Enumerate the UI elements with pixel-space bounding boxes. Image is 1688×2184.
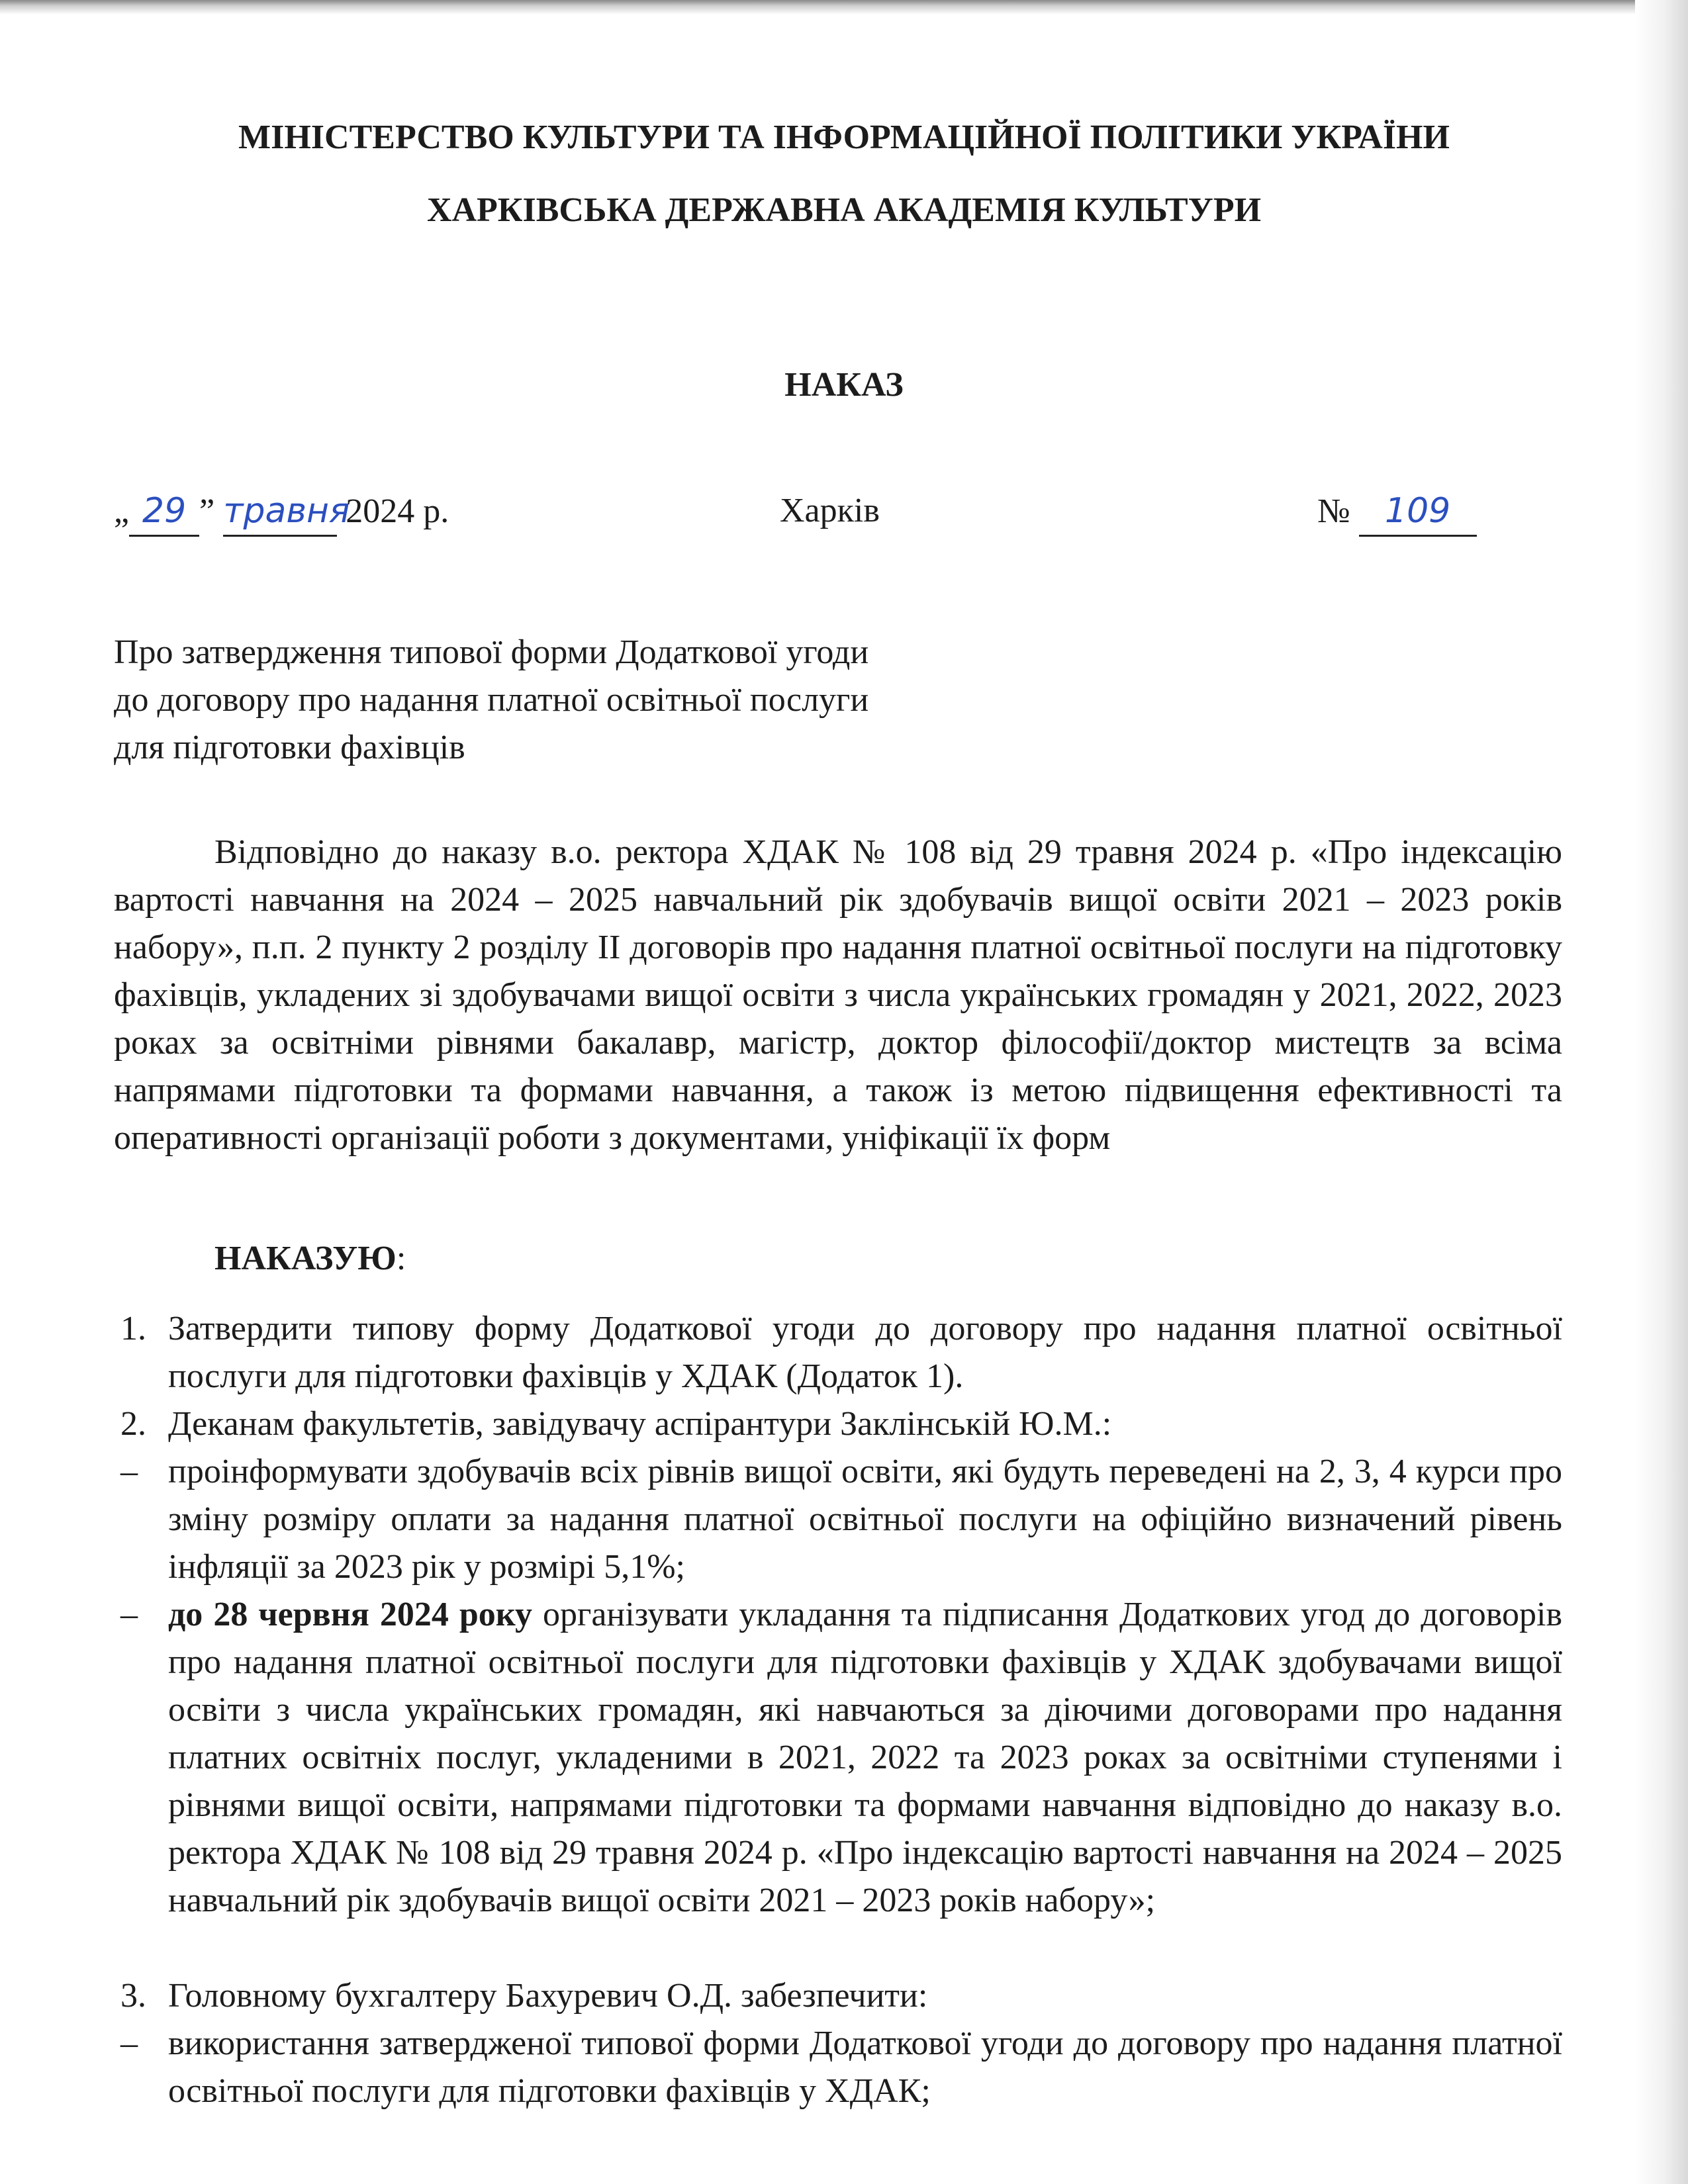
list-item: Головному бухгалтеру Бахуревич О.Д. забезпечити:	[168, 1977, 928, 2015]
scan-shadow-top	[0, 0, 1688, 15]
order-number	[1317, 487, 1477, 537]
list-item	[168, 1591, 1562, 1925]
number-value: 109	[1359, 487, 1477, 537]
date-month: травня	[223, 487, 337, 537]
ministry-heading: МІНІСТЕРСТВО КУЛЬТУРИ ТА ІНФОРМАЦІЙНОЇ ПОЛІТИКИ УКРАЇНИ	[238, 118, 1450, 156]
subject-line: до договору про надання платної освітньої послуги	[114, 681, 869, 719]
order-directive	[214, 1235, 406, 1283]
item-marker: 1.	[120, 1310, 146, 1347]
list-item: Деканам факультетів, завідувачу аспірантури Заклінській Ю.М.:	[168, 1405, 1112, 1443]
order-title: НАКАЗ	[784, 366, 904, 404]
number-label: №	[1317, 492, 1350, 530]
item-marker: 2.	[120, 1405, 146, 1443]
item-marker: –	[120, 2025, 138, 2062]
item-body: організувати укладання та підписання Додаткових угод до договорів про надання платної освітньої послуги для підготовки фахівців у ХДАК здобувачами вищої освіти з числа українських громадян, які навчаються за діючими договорами про надання платних освітніх послуг, укладеними в 2021, 2022 та 2023 роках за освітніми ступенями і рівнями вищої освіти, напрямами підготовки та формами навчання відповідно до наказу в.о. ректора ХДАК № 108 від 29 травня 2024 р. «Про індексацію вартості навчання на 2024 – 2025 навчальний рік здобувачів вищої освіти 2021 – 2023 років набору»;	[168, 1596, 1563, 1919]
order-subject	[114, 629, 868, 772]
list-item: проінформувати здобувачів всіх рівнів вищої освіти, які будуть переведені на 2, 3, 4 курси про зміну розміру оплати за надання платної освітньої послуги на офіційно визначений рівень інфляції за 2023 рік у розмірі 5,1%;	[168, 1453, 1562, 1586]
item-marker: –	[120, 1596, 138, 1633]
item-marker: 3.	[120, 1977, 146, 2015]
item-marker: –	[120, 1453, 138, 1490]
preamble-paragraph: Відповідно до наказу в.о. ректора ХДАК № 108 від 29 травня 2024 р. «Про індексацію вартості навчання на 2024 – 2025 навчальний рік здобувачів вищої освіти 2021 – 2023 років набору», п.п. 2 пункту 2 розділу ІІ договорів про надання платної освітньої послуги на підготовку фахівців, укладених зі здобувачами вищої освіти з числа українських громадян у 2021, 2022, 2023 роках за освітніми рівнями бакалавр, магістр, доктор філософії/доктор мистецтв за всіма напрямами підготовки та формами навчання, а також із метою підвищення ефективності та оперативності організації роботи з документами, уніфікації їх форм	[114, 833, 1562, 1157]
date-day: 29	[129, 487, 199, 537]
order-colon: :	[396, 1240, 406, 1277]
subject-line: Про затвердження типової форми Додаткової угоди	[114, 633, 869, 671]
list-item: Затвердити типову форму Додаткової угоди до договору про надання платної освітньої послуги для підготовки фахівців у ХДАК (Додаток 1).	[168, 1310, 1562, 1395]
order-word: НАКАЗУЮ	[214, 1240, 397, 1277]
subject-line: для підготовки фахівців	[114, 729, 465, 766]
order-city: Харків	[780, 492, 880, 529]
date-year: 2024 р.	[346, 492, 449, 530]
list-item: використання затвердженої типової форми Додаткової угоди до договору про надання платної освітньої послуги для підготовки фахівців у ХДАК;	[168, 2025, 1562, 2110]
deadline-text: до 28 червня 2024 року	[168, 1596, 532, 1633]
scan-shadow-right	[1635, 0, 1688, 2184]
order-date: „ 29 ” травня 2024 р.	[114, 487, 449, 537]
academy-heading: ХАРКІВСЬКА ДЕРЖАВНА АКАДЕМІЯ КУЛЬТУРИ	[426, 191, 1262, 229]
